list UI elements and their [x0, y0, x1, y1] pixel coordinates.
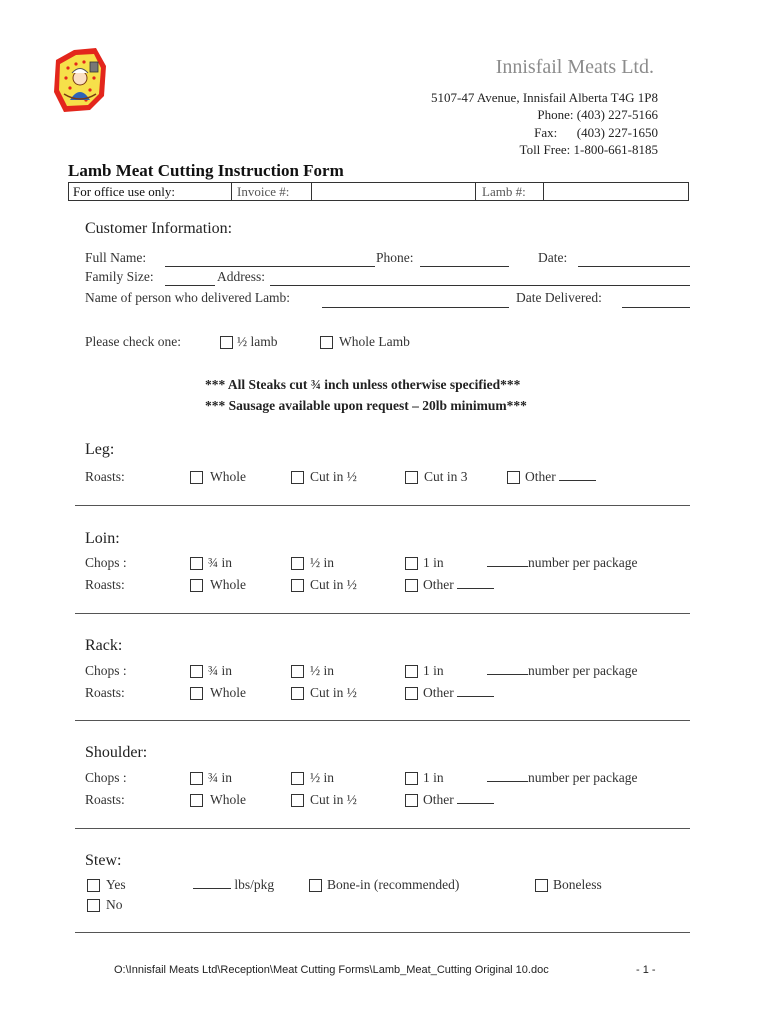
rack-half-label: ½ in	[310, 663, 335, 678]
loin-cut-half-label: Cut in ½	[310, 577, 357, 592]
shoulder-whole-label: Whole	[210, 792, 246, 807]
rack-whole-checkbox[interactable]	[190, 687, 203, 700]
loin-roasts-label: Roasts:	[85, 577, 125, 592]
loin-cut-half-checkbox[interactable]	[291, 579, 304, 592]
shoulder-half-checkbox[interactable]	[291, 772, 304, 785]
stew-no-checkbox[interactable]	[87, 899, 100, 912]
loin-one-label: 1 in	[423, 555, 444, 570]
shoulder-whole-checkbox[interactable]	[190, 794, 203, 807]
leg-cut-three-label: Cut in 3	[424, 469, 468, 484]
fax-number: (403) 227-1650	[576, 125, 658, 140]
rack-cut-half-label: Cut in ½	[310, 685, 357, 700]
rack-one-label: 1 in	[423, 663, 444, 678]
office-use-box	[68, 182, 689, 201]
phone-label: Phone:	[376, 250, 414, 265]
loin-half-label: ½ in	[310, 555, 335, 570]
loin-whole-checkbox[interactable]	[190, 579, 203, 592]
check-one-label: Please check one:	[85, 334, 181, 349]
divider	[75, 613, 690, 614]
leg-cut-half-label: Cut in ½	[310, 469, 357, 484]
shoulder-other-field[interactable]	[457, 793, 494, 804]
half-lamb-label: ½ lamb	[237, 334, 278, 349]
leg-heading: Leg:	[85, 441, 115, 458]
divider	[75, 932, 690, 933]
lamb-number-label: Lamb #:	[482, 184, 526, 199]
phone-field[interactable]	[420, 266, 509, 267]
stew-lbs-pkg-field[interactable]	[193, 878, 231, 889]
family-size-label: Family Size:	[85, 269, 154, 284]
shoulder-per-package-field[interactable]	[487, 771, 528, 782]
date-delivered-field[interactable]	[622, 307, 690, 308]
form-title: Lamb Meat Cutting Instruction Form	[68, 161, 344, 180]
customer-info-heading: Customer Information:	[85, 220, 233, 237]
shoulder-per-package: number per package	[487, 770, 637, 786]
leg-whole-label: Whole	[210, 469, 246, 484]
rack-other-label: Other	[423, 685, 494, 701]
stew-no-label: No	[106, 897, 123, 912]
shoulder-other-label: Other	[423, 792, 494, 808]
full-name-label: Full Name:	[85, 250, 147, 265]
rack-per-package-field[interactable]	[487, 664, 528, 675]
date-delivered-label: Date Delivered:	[516, 290, 602, 305]
full-name-field[interactable]	[165, 266, 375, 267]
rack-roasts-label: Roasts:	[85, 685, 125, 700]
stew-heading: Stew:	[85, 852, 122, 869]
rack-cut-half-checkbox[interactable]	[291, 687, 304, 700]
loin-half-checkbox[interactable]	[291, 557, 304, 570]
leg-cut-three-checkbox[interactable]	[405, 471, 418, 484]
divider	[75, 720, 690, 721]
company-tollfree: Toll Free: 1-800-661-8185	[519, 142, 658, 157]
shoulder-heading: Shoulder:	[85, 744, 148, 761]
footer-file-path: O:\Innisfail Meats Ltd\Reception\Meat Cutting Forms\Lamb_Meat_Cutting Original 10.doc	[114, 964, 549, 976]
loin-other-checkbox[interactable]	[405, 579, 418, 592]
delivered-by-field[interactable]	[322, 307, 509, 308]
loin-three-quarter-checkbox[interactable]	[190, 557, 203, 570]
rack-heading: Rack:	[85, 637, 123, 654]
delivered-by-label: Name of person who delivered Lamb:	[85, 290, 291, 305]
company-phone: Phone: (403) 227-5166	[537, 107, 658, 122]
rack-other-field[interactable]	[457, 686, 494, 697]
shoulder-half-label: ½ in	[310, 770, 335, 785]
stew-yes-label: Yes	[106, 877, 126, 892]
rack-per-package: number per package	[487, 663, 637, 679]
half-lamb-checkbox[interactable]	[220, 336, 233, 349]
company-address: 5107-47 Avenue, Innisfail Alberta T4G 1P8	[431, 90, 658, 105]
family-size-field[interactable]	[165, 285, 215, 286]
company-name: Innisfail Meats Ltd.	[495, 56, 654, 78]
loin-three-quarter-label: ¾ in	[208, 555, 233, 570]
divider	[75, 505, 690, 506]
stew-yes-checkbox[interactable]	[87, 879, 100, 892]
leg-other-field[interactable]	[559, 470, 596, 481]
steaks-note: *** All Steaks cut ¾ inch unless otherwise specified***	[205, 377, 521, 392]
stew-bone-in-checkbox[interactable]	[309, 879, 322, 892]
shoulder-cut-half-checkbox[interactable]	[291, 794, 304, 807]
leg-whole-checkbox[interactable]	[190, 471, 203, 484]
whole-lamb-label: Whole Lamb	[339, 334, 410, 349]
shoulder-roasts-label: Roasts:	[85, 792, 125, 807]
shoulder-three-quarter-checkbox[interactable]	[190, 772, 203, 785]
stew-bone-in-label: Bone-in (recommended)	[327, 877, 460, 892]
invoice-field[interactable]	[313, 183, 477, 200]
leg-cut-half-checkbox[interactable]	[291, 471, 304, 484]
fax-label: Fax:	[534, 125, 558, 140]
office-use-label: For office use only:	[73, 184, 175, 199]
address-label: Address:	[217, 269, 265, 284]
lamb-number-field[interactable]	[545, 183, 689, 200]
shoulder-one-checkbox[interactable]	[405, 772, 418, 785]
rack-three-quarter-checkbox[interactable]	[190, 665, 203, 678]
butcher-logo-icon	[50, 44, 110, 116]
rack-other-checkbox[interactable]	[405, 687, 418, 700]
divider	[75, 828, 690, 829]
date-field[interactable]	[578, 266, 690, 267]
loin-whole-label: Whole	[210, 577, 246, 592]
leg-roasts-label: Roasts:	[85, 469, 125, 484]
sausage-note: *** Sausage available upon request – 20lb minimum***	[205, 398, 527, 413]
loin-one-checkbox[interactable]	[405, 557, 418, 570]
address-field[interactable]	[270, 285, 690, 286]
invoice-label: Invoice #:	[237, 184, 290, 199]
shoulder-three-quarter-label: ¾ in	[208, 770, 233, 785]
whole-lamb-checkbox[interactable]	[320, 336, 333, 349]
loin-other-label: Other	[423, 577, 494, 593]
leg-other-checkbox[interactable]	[507, 471, 520, 484]
rack-half-checkbox[interactable]	[291, 665, 304, 678]
loin-per-package: number per package	[487, 555, 637, 571]
stew-lbs-pkg: lbs/pkg	[193, 877, 274, 893]
rack-chops-label: Chops :	[85, 663, 127, 678]
shoulder-chops-label: Chops :	[85, 770, 127, 785]
stew-boneless-checkbox[interactable]	[535, 879, 548, 892]
shoulder-one-label: 1 in	[423, 770, 444, 785]
shoulder-other-checkbox[interactable]	[405, 794, 418, 807]
footer-page-number: - 1 -	[636, 964, 656, 976]
rack-whole-label: Whole	[210, 685, 246, 700]
shoulder-cut-half-label: Cut in ½	[310, 792, 357, 807]
stew-boneless-label: Boneless	[553, 877, 602, 892]
leg-other-label: Other	[525, 469, 596, 485]
rack-one-checkbox[interactable]	[405, 665, 418, 678]
rack-three-quarter-label: ¾ in	[208, 663, 233, 678]
loin-chops-label: Chops :	[85, 555, 127, 570]
date-label: Date:	[538, 250, 568, 265]
loin-heading: Loin:	[85, 530, 120, 547]
loin-other-field[interactable]	[457, 578, 494, 589]
company-fax	[534, 124, 658, 142]
loin-per-package-field[interactable]	[487, 556, 528, 567]
